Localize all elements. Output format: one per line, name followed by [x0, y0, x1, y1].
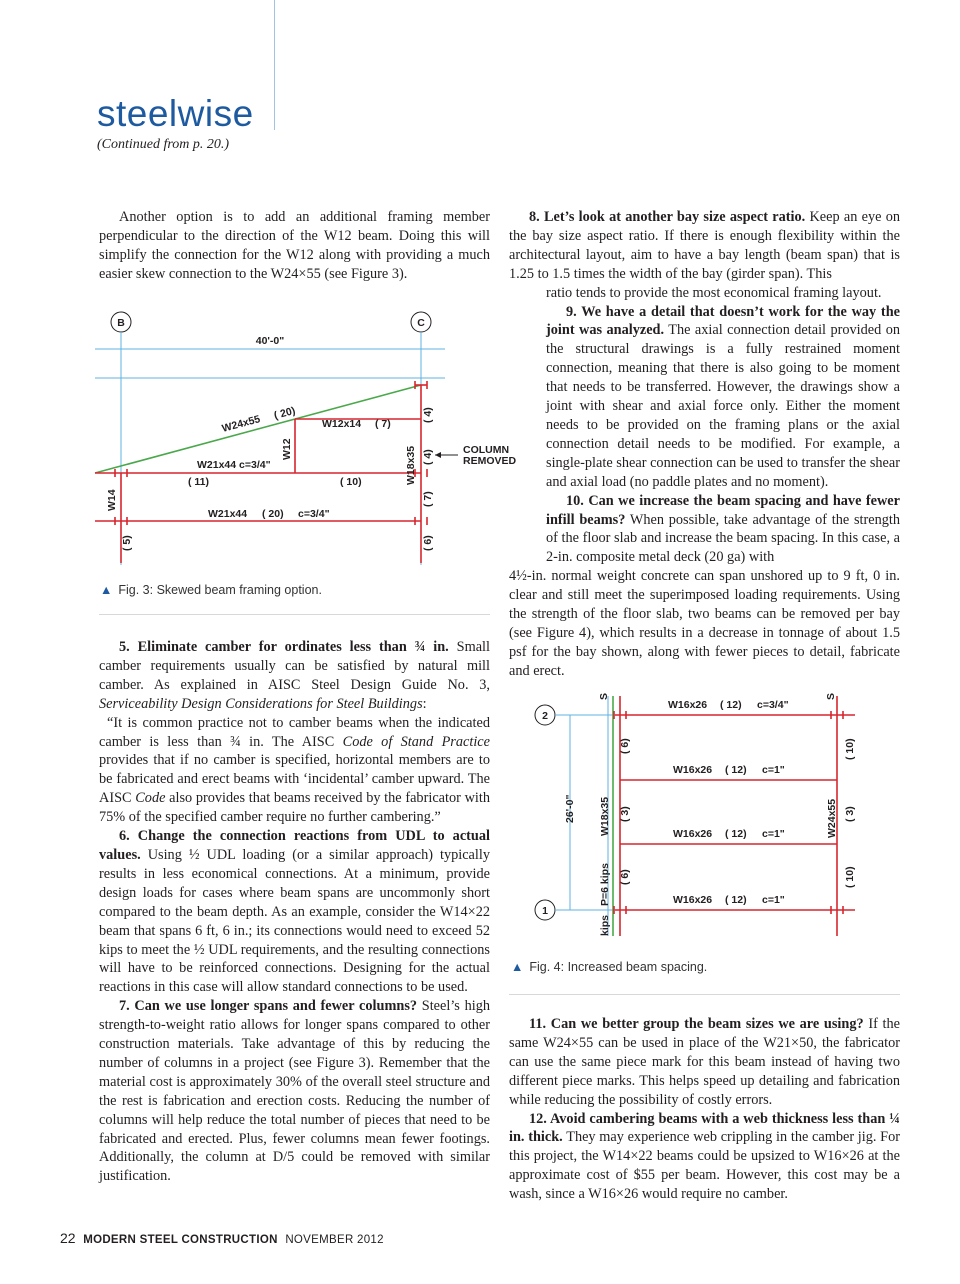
tip-8-tail: ratio tends to provide the most economical framing layout.: [546, 284, 882, 301]
grid-label-c: C: [417, 317, 425, 329]
tip-12: 12. Avoid cambering beams with a web thickness less than ¼ in. thick. They may experience web crippling in the camber jig. For this project, the W14×22 beams could be upsized to W16×26 at the approximate cost of $55 per beam. However, this cost may be a wash, since a W16×26 would require no camber.: [509, 1110, 900, 1203]
label-count-5: ( 5): [121, 535, 133, 551]
grid-label-2: 2: [542, 710, 548, 722]
label-w12x14: W12x14: [322, 418, 362, 430]
tip-5: 5. Eliminate camber for ordinates less than ¾ in. Small camber requirements usually can be satisfied by natural mill camber. As explained in AISC Steel Design Guide No. 3, Serviceability Design Considerations for Steel Buildings:: [99, 639, 491, 712]
note-column: COLUMN: [463, 444, 510, 456]
label-w12: W12: [281, 438, 293, 460]
label-count-11: ( 11): [188, 476, 210, 488]
figure-3-caption: ▲ Fig. 3: Skewed beam framing option.: [100, 583, 322, 597]
label-w24x55-count: ( 20): [272, 404, 297, 422]
paragraph: Another option is to add an additional framing member perpendicular to the direction of the W12 beam. Doing this will simplify the connection for the W12 along with providing a much easier skew connection to the W24×55 (see Figure 3).: [99, 209, 490, 282]
magazine-name: MODERN STEEL CONSTRUCTION: [83, 1234, 278, 1246]
label-count-6b: ( 6): [619, 869, 631, 885]
dimension-text: 40'-0": [255, 335, 285, 347]
label-w18x35: W18x35: [405, 445, 417, 485]
left-intro: [99, 208, 490, 284]
caption-arrow-icon: ▲: [511, 960, 524, 974]
label-count-7: ( 7): [422, 491, 434, 507]
label-count-3a: ( 3): [619, 806, 631, 822]
label-w18x35: W18x35: [599, 796, 611, 836]
tip-10: 10. Can we increase the beam spacing and have fewer infill beams? When possible, take advantage of the strength of the floor slab and increase the beam spacing. In this case, a 2-in. composite metal deck (20 ga) with: [546, 492, 901, 566]
label-w21x44-c: c=3/4": [298, 508, 330, 520]
divider: [99, 614, 490, 615]
header-rule: [274, 0, 275, 130]
tip-9: 9. We have a detail that doesn’t work for the way the joint was analyzed. The axial connection detail provided on the structural drawings is a fully restrained moment connection, meaning that there is also going to be moment that needs to be transferred. However, the drawings show a joint with shear and axial force only. Either the moment needs to be provided on the framing plans or the axial connection detail needs to be modified. For example, a single-plate shear connection can be used to transfer the shear and axial load (no paddle plates and no moment).: [546, 303, 900, 490]
label-count-4a: ( 4): [422, 407, 434, 423]
section-title: steelwise: [97, 93, 254, 134]
figure-4-diagram: [525, 688, 905, 938]
label-w14: W14: [106, 489, 118, 511]
label-w24x55: W24x55: [220, 413, 262, 435]
dimension-text: 26'-0": [564, 794, 576, 823]
label-s-left: S: [598, 692, 610, 700]
issue-date: NOVEMBER 2012: [285, 1234, 384, 1246]
label-b1: W16x26: [668, 699, 708, 711]
label-b3: W16x26: [673, 828, 713, 840]
label-b3-camber: c=1": [762, 828, 785, 840]
page-footer: [60, 1230, 384, 1246]
label-w12x14-count: ( 7): [375, 418, 391, 430]
label-b3-count: ( 12): [725, 828, 747, 840]
tip-6: 6. Change the connection reactions from UDL to actual values. Using ½ UDL loading (or a similar approach) typically results in less economical connections. At a minimum, provide design loads for cases where beam spans are uncommonly short compared to the beam depth. As an example, consider the W14×22 beam that spans 6 ft, 6 in.; its connections would need to exceed 52 kips to meet the ½ UDL requirements, and the resulting connections will have to be reinforced connections. Designing for the actual reactions in this case will allow standard connections to be used.: [99, 828, 490, 996]
label-kips: kips: [599, 914, 611, 936]
tip-10-tail: 4½-in. normal weight concrete can span unshored up to 9 ft, 0 in. clear and still meet the superimposed loading requirements. Using the strength of the floor slab, two beams can be removed per bay (see Figure 4), which results in a decrease in tonnage of about 1.5 psf for the bay shown, along with fewer pieces to detail, fabricate and erect.: [509, 568, 900, 679]
label-b2-count: ( 12): [725, 764, 747, 776]
note-removed: REMOVED: [463, 455, 517, 467]
label-w21x44-count: ( 20): [262, 508, 284, 520]
tip-7: 7. Can we use longer spans and fewer columns? Steel’s high strength-to-weight ratio allows for longer spans compared to other construction materials. Take advantage of this by reducing the number of columns in a project (see Figure 3). Remember that the material cost is approximately 30% of the overall steel structure and the rest is fabrication and erection costs. Reducing the number of columns will help reduce the total number of pieces that need to be fabricated and erected. Plus, fewer columns mean fewer footings. Additionally, the column at D/5 could be removed with similar justification.: [99, 998, 490, 1185]
caption-arrow-icon: ▲: [100, 583, 113, 597]
label-w21x44-camber: W21x44 c=3/4": [197, 459, 271, 471]
label-count-10a: ( 10): [844, 738, 856, 760]
label-b2-camber: c=1": [762, 764, 785, 776]
label-b1-count: ( 12): [720, 699, 742, 711]
tip-8: 8. Let’s look at another bay size aspect ratio. Keep an eye on the bay size aspect ratio. If there is enough flexibility within the architectural layout, aim to have a bay length (beam span) that is 1.25 to 1.5 times the width of the bay (girder span). This: [509, 209, 900, 282]
label-s-right: S: [825, 692, 837, 700]
right-body-bottom: [509, 1015, 900, 1204]
continued-note: (Continued from p. 20.): [97, 137, 230, 152]
label-b1-camber: c=3/4": [757, 699, 789, 711]
figure-4-caption: ▲ Fig. 4: Increased beam spacing.: [511, 960, 708, 974]
label-count-10: ( 10): [340, 476, 362, 488]
label-count-10b: ( 10): [844, 866, 856, 888]
right-body-top: [509, 208, 900, 681]
label-count-4b: ( 4): [422, 449, 434, 465]
grid-label-b: B: [117, 317, 125, 329]
label-w24x55: W24x55: [826, 798, 838, 838]
quote: “It is common practice not to camber beams when the indicated camber is less than ¾ in. The AISC Code of Stand Practice provides that if no camber is specified, horizontal members are to be fabricated and erect beams with ‘incidental’ camber upward. The AISC Code also provides that beams received by the fabricator with 75% of the specified camber require no further cambering.”: [99, 714, 491, 826]
label-b4-count: ( 12): [725, 894, 747, 906]
figure-3-diagram: [90, 305, 550, 565]
grid-label-1: 1: [542, 905, 548, 917]
page-number: 22: [60, 1230, 76, 1246]
divider: [509, 994, 900, 995]
label-b4-camber: c=1": [762, 894, 785, 906]
tip-11: 11. Can we better group the beam sizes we are using? If the same W24×55 can be used in place of the W21×50, the fabricator can use the same piece mark for this beam instead of having two different piece marks. This helps speed up detailing and fabrication while reducing the possibility of costly errors.: [509, 1016, 900, 1108]
left-body: [99, 638, 490, 1186]
label-count-6: ( 6): [422, 535, 434, 551]
label-w21x44: W21x44: [208, 508, 248, 520]
label-count-3b: ( 3): [844, 806, 856, 822]
label-b4: W16x26: [673, 894, 713, 906]
label-count-6a: ( 6): [619, 738, 631, 754]
label-p-6-kips: P=6 kips: [599, 863, 611, 906]
label-b2: W16x26: [673, 764, 713, 776]
